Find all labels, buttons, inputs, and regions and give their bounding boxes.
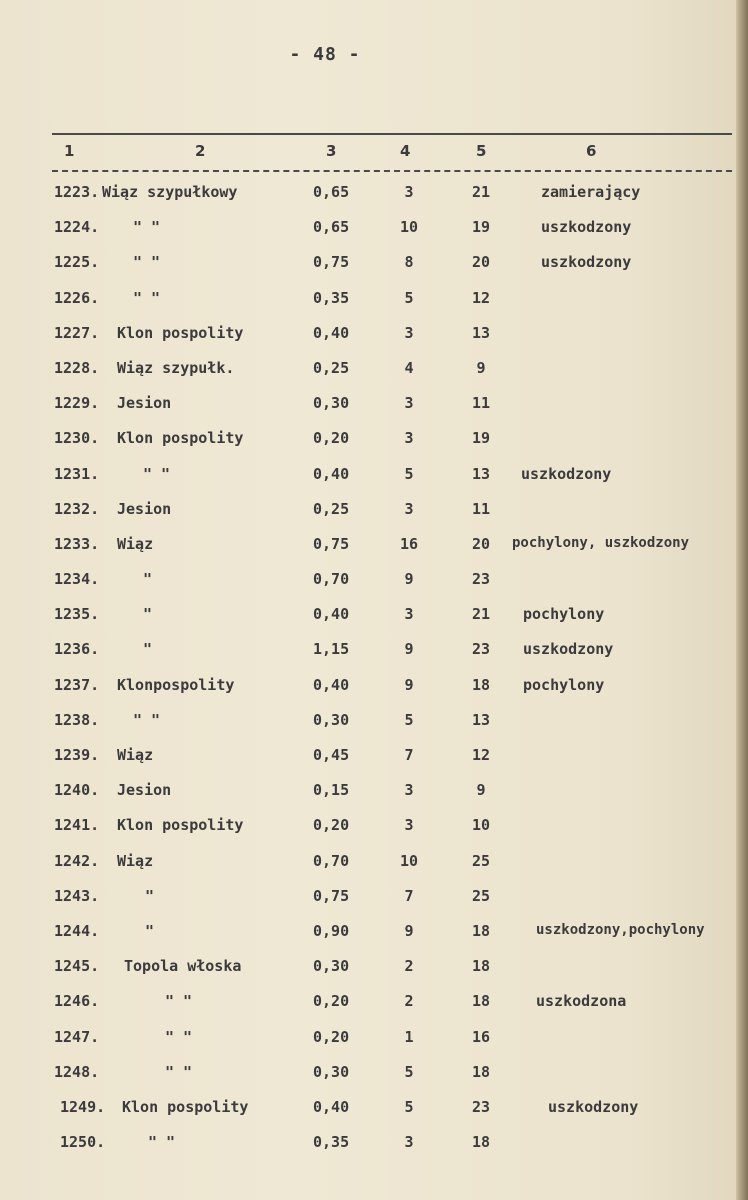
height: 23: [471, 570, 491, 589]
tree-species: Topola włoska: [124, 957, 242, 976]
diameter: 0,65: [313, 218, 350, 237]
height: 21: [471, 183, 491, 201]
diameter: 0,70: [313, 851, 350, 870]
height: 13: [471, 323, 491, 342]
height: 10: [471, 816, 491, 835]
column-4-value: 3: [404, 605, 414, 624]
table-row: [0, 676, 738, 711]
height: 9: [476, 781, 486, 800]
tree-species: ": [143, 640, 153, 659]
column-4-value: 5: [404, 464, 414, 483]
page-binding-edge: [736, 0, 748, 1200]
tree-species: " ": [133, 218, 161, 237]
diameter: 0,30: [313, 957, 350, 976]
row-number: 1236.: [54, 640, 100, 659]
table-row: [0, 957, 738, 992]
table-row: [0, 992, 738, 1027]
column-4-value: 5: [404, 288, 414, 307]
column-4-value: 9: [404, 640, 414, 659]
table-header-rule: [52, 170, 732, 172]
column-4-value: 3: [404, 781, 414, 800]
diameter: 0,75: [313, 886, 350, 905]
diameter: 0,30: [313, 1062, 350, 1081]
height: 19: [471, 218, 491, 237]
column-4-value: 3: [404, 183, 414, 201]
tree-species: ": [143, 570, 153, 589]
row-number: 1228.: [54, 358, 100, 377]
tree-species: " ": [133, 253, 161, 272]
column-4-value: 3: [404, 394, 414, 413]
tree-species: " ": [165, 1027, 193, 1046]
row-number: 1237.: [54, 675, 100, 694]
header-col-4: 4: [400, 142, 411, 160]
table-row: [0, 1133, 738, 1168]
column-4-value: 2: [404, 992, 414, 1011]
tree-species: Wiąz: [117, 851, 154, 870]
column-4-value: 1: [404, 1027, 414, 1046]
height: 18: [471, 921, 491, 940]
table-row: [0, 429, 738, 464]
row-number: 1243.: [54, 886, 100, 905]
row-number: 1246.: [54, 992, 100, 1011]
column-4-value: 9: [404, 570, 414, 589]
tree-species: Wiąz: [117, 746, 154, 764]
diameter: 0,20: [313, 1027, 350, 1046]
row-number: 1249.: [60, 1097, 106, 1116]
header-col-3: 3: [326, 142, 337, 160]
tree-species: Jesion: [117, 781, 172, 800]
table-row: [0, 289, 738, 324]
header-col-6: 6: [586, 142, 597, 160]
table-row: [0, 324, 738, 359]
height: 18: [471, 957, 491, 976]
row-number: 1238.: [54, 710, 100, 729]
diameter: 0,40: [313, 1097, 350, 1116]
height: 25: [471, 851, 491, 870]
tree-species: " ": [133, 288, 161, 307]
height: 13: [471, 464, 491, 483]
tree-species: ": [143, 605, 153, 624]
row-number: 1247.: [54, 1027, 100, 1046]
row-number: 1239.: [54, 746, 100, 764]
diameter: 0,90: [313, 921, 350, 940]
diameter: 0,40: [313, 675, 350, 694]
height: 11: [471, 499, 491, 518]
table-row: [0, 1063, 738, 1098]
height: 16: [471, 1027, 491, 1046]
tree-species: Klon pospolity: [117, 323, 244, 342]
page-number: - 48 -: [289, 44, 361, 65]
height: 12: [471, 288, 491, 307]
table-row: [0, 746, 738, 781]
height: 18: [471, 1133, 491, 1152]
row-number: 1224.: [54, 218, 100, 237]
diameter: 0,35: [313, 1133, 350, 1152]
height: 13: [471, 710, 491, 729]
column-4-value: 9: [404, 921, 414, 940]
table-row: [0, 922, 738, 957]
condition-note: pochylony: [523, 675, 605, 694]
table-row: [0, 1098, 738, 1133]
height: 18: [471, 992, 491, 1011]
tree-species: ": [145, 886, 155, 905]
tree-species: Klon pospolity: [117, 429, 244, 448]
row-number: 1225.: [54, 253, 100, 272]
height: 19: [471, 429, 491, 448]
table-row: [0, 218, 738, 253]
tree-species: Jesion: [117, 394, 172, 413]
column-4-value: 5: [404, 1062, 414, 1081]
column-4-value: 5: [404, 710, 414, 729]
column-4-value: 7: [404, 886, 414, 905]
tree-species: " ": [143, 464, 171, 483]
row-number: 1235.: [54, 605, 100, 624]
table-row: [0, 887, 738, 922]
tree-species: Wiąz: [117, 534, 154, 553]
table-top-rule: [52, 133, 732, 135]
table-row: [0, 253, 738, 288]
row-number: 1245.: [54, 957, 100, 976]
diameter: 0,35: [313, 288, 350, 307]
table-row: [0, 1028, 738, 1063]
row-number: 1230.: [54, 429, 100, 448]
height: 20: [471, 253, 491, 272]
condition-note: pochylony, uszkodzony: [512, 534, 690, 551]
column-4-value: 7: [404, 746, 414, 764]
column-4-value: 3: [404, 499, 414, 518]
diameter: 0,75: [313, 253, 350, 272]
tree-species: Wiąz szypułk.: [117, 358, 235, 377]
table-row: [0, 394, 738, 429]
table-row: [0, 605, 738, 640]
column-4-value: 10: [399, 851, 419, 870]
column-4-value: 3: [404, 323, 414, 342]
table-row: [0, 711, 738, 746]
diameter: 0,30: [313, 394, 350, 413]
height: 18: [471, 675, 491, 694]
table-row: [0, 535, 738, 570]
column-4-value: 3: [404, 429, 414, 448]
condition-note: pochylony: [523, 605, 605, 624]
tree-species: " ": [148, 1133, 176, 1152]
column-4-value: 5: [404, 1097, 414, 1116]
header-col-1: 1: [64, 142, 75, 160]
tree-species: Klonpospolity: [117, 675, 235, 694]
table-row: [0, 500, 738, 535]
row-number: 1234.: [54, 570, 100, 589]
table-row: [0, 781, 738, 816]
height: 9: [476, 358, 486, 377]
diameter: 0,40: [313, 605, 350, 624]
table-row: [0, 465, 738, 500]
condition-note: uszkodzony: [523, 640, 614, 659]
condition-note: uszkodzony,pochylony: [536, 921, 705, 938]
diameter: 0,25: [313, 358, 350, 377]
height: 12: [471, 746, 491, 764]
condition-note: uszkodzony: [548, 1097, 639, 1116]
tree-species: Jesion: [117, 499, 172, 518]
diameter: 0,20: [313, 429, 350, 448]
row-number: 1231.: [54, 464, 100, 483]
diameter: 0,15: [313, 781, 350, 800]
row-number: 1240.: [54, 781, 100, 800]
column-4-value: 3: [404, 1133, 414, 1152]
tree-species: " ": [165, 1062, 193, 1081]
column-4-value: 4: [404, 358, 414, 377]
tree-species: " ": [133, 710, 161, 729]
condition-note: uszkodzona: [536, 992, 627, 1011]
tree-species: Wiąz szypułkowy: [102, 183, 238, 201]
column-4-value: 16: [399, 534, 419, 553]
condition-note: uszkodzony: [541, 253, 632, 272]
height: 23: [471, 640, 491, 659]
row-number: 1229.: [54, 394, 100, 413]
table-row: [0, 640, 738, 675]
row-number: 1244.: [54, 921, 100, 940]
table-header: [0, 142, 738, 164]
diameter: 0,40: [313, 464, 350, 483]
condition-note: zamierający: [541, 183, 641, 201]
column-4-value: 10: [399, 218, 419, 237]
diameter: 0,30: [313, 710, 350, 729]
row-number: 1241.: [54, 816, 100, 835]
row-number: 1223.: [54, 183, 100, 201]
header-col-5: 5: [476, 142, 487, 160]
height: 23: [471, 1097, 491, 1116]
diameter: 0,45: [313, 746, 350, 764]
table-row: [0, 183, 738, 218]
table-row: [0, 816, 738, 851]
condition-note: uszkodzony: [541, 218, 632, 237]
diameter: 0,70: [313, 570, 350, 589]
tree-species: Klon pospolity: [117, 816, 244, 835]
height: 11: [471, 394, 491, 413]
column-4-value: 2: [404, 957, 414, 976]
height: 21: [471, 605, 491, 624]
table-row: [0, 359, 738, 394]
height: 20: [471, 534, 491, 553]
column-4-value: 3: [404, 816, 414, 835]
diameter: 0,40: [313, 323, 350, 342]
row-number: 1226.: [54, 288, 100, 307]
height: 18: [471, 1062, 491, 1081]
height: 25: [471, 886, 491, 905]
table-row: [0, 852, 738, 887]
row-number: 1242.: [54, 851, 100, 870]
diameter: 0,65: [313, 183, 350, 201]
diameter: 1,15: [313, 640, 350, 659]
diameter: 0,20: [313, 992, 350, 1011]
row-number: 1233.: [54, 534, 100, 553]
table-body: [0, 183, 738, 1168]
diameter: 0,25: [313, 499, 350, 518]
row-number: 1248.: [54, 1062, 100, 1081]
column-4-value: 9: [404, 675, 414, 694]
tree-species: " ": [165, 992, 193, 1011]
row-number: 1232.: [54, 499, 100, 518]
diameter: 0,20: [313, 816, 350, 835]
tree-species: Klon pospolity: [122, 1097, 249, 1116]
row-number: 1250.: [60, 1133, 106, 1152]
column-4-value: 8: [404, 253, 414, 272]
row-number: 1227.: [54, 323, 100, 342]
table-row: [0, 570, 738, 605]
condition-note: uszkodzony: [521, 464, 612, 483]
tree-species: ": [145, 921, 155, 940]
header-col-2: 2: [195, 142, 206, 160]
diameter: 0,75: [313, 534, 350, 553]
